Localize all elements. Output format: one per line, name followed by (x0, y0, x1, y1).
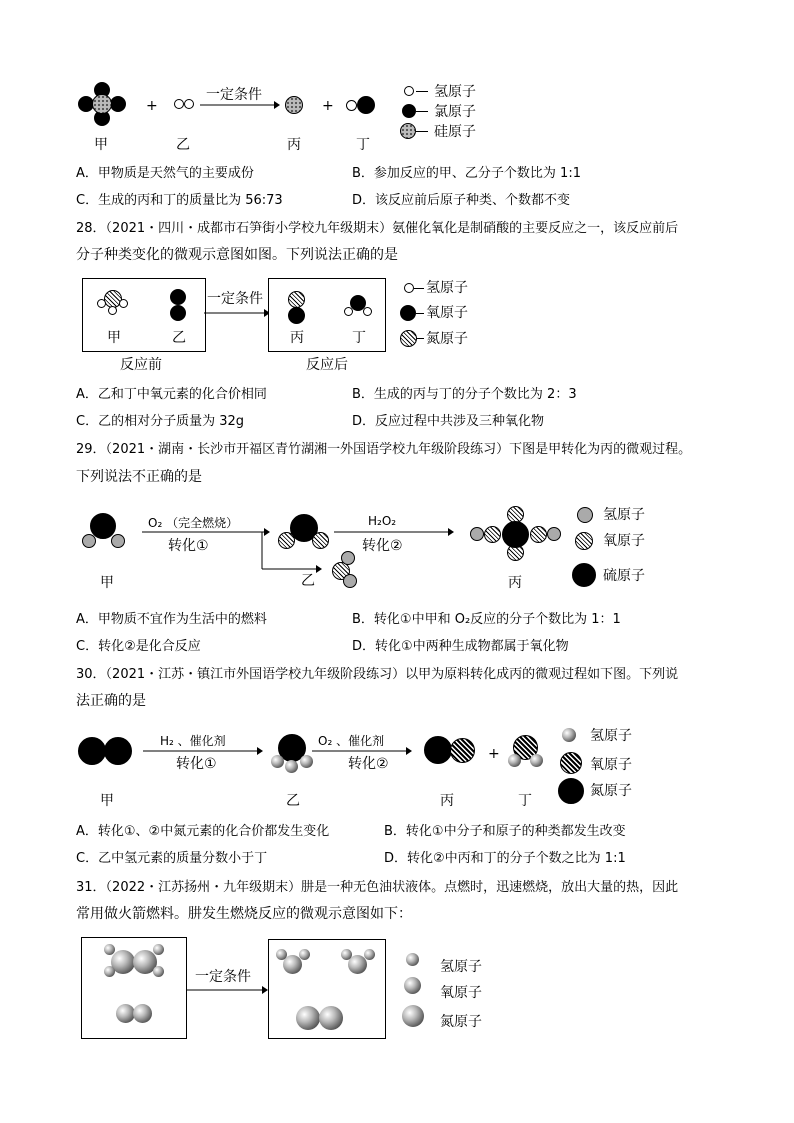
q31-n2-n1 (296, 1006, 320, 1030)
q30-label-bing: 丙 (440, 793, 454, 809)
q31-legend-o-label: 氧原子 (440, 985, 482, 1001)
q29-arrow2 (334, 527, 454, 537)
q28-stem-line1: 28．（2021・四川・成都市石笋街小学校九年级期末）氨催化氧化是制硝酸的主要反应之一，该反应前后 (76, 221, 679, 236)
q28-ding-h2 (363, 307, 372, 316)
q29-bing-o-left (484, 526, 501, 543)
q30-plus: + (488, 746, 500, 762)
q28-condition: 一定条件 (207, 291, 263, 307)
q29-step2-top: H₂O₂ (368, 514, 397, 528)
q28-option-d[interactable]: D．反应过程中共涉及三种氧化物 (352, 414, 545, 429)
q30-step2-top: O₂ 、催化剂 (318, 734, 385, 748)
q31-water2-h1 (341, 949, 352, 960)
q28-legend-n-icon (400, 330, 417, 347)
q29-yi-h1 (341, 551, 355, 565)
q30-jia-n1 (78, 737, 106, 765)
q28-yi-o2 (170, 305, 186, 321)
q31-water2-h2 (364, 949, 375, 960)
q28-legend-h-label: 氢原子 (426, 280, 468, 296)
q30-yi-h2 (285, 760, 298, 773)
q31-legend-h-icon (406, 953, 419, 966)
q27-legend-si-label: 硅原子 (434, 124, 476, 140)
q29-option-d[interactable]: D．转化①中两种生成物都属于氧化物 (352, 639, 569, 654)
q29-stem-line2: 下列说法不正确的是 (76, 469, 202, 485)
q30-legend-n-label: 氮原子 (590, 783, 632, 799)
q28-option-b[interactable]: B．生成的丙与丁的分子个数比为 2：3 (352, 387, 577, 402)
q30-ding-h1 (508, 754, 521, 767)
q27-label-bing: 丙 (287, 137, 301, 153)
q27-legend-h-icon (404, 86, 414, 96)
q31-n2h4-h1 (104, 944, 115, 955)
q29-step1-top: O₂ （完全燃烧） (148, 516, 239, 530)
q30-option-d[interactable]: D．转化②中丙和丁的分子个数之比为 1:1 (384, 851, 626, 866)
q29-step1-bottom: 转化① (168, 538, 209, 554)
q30-option-c[interactable]: C．乙中氢元素的质量分数小于丁 (76, 851, 268, 866)
q31-stem-line1: 31．（2022・江苏扬州・九年级期末）肼是一种无色油状液体。点燃时，迅速燃烧，放出大量的热，因此 (76, 880, 679, 895)
q29-bing-s (502, 521, 529, 548)
q28-jia-h2 (108, 306, 117, 315)
q30-legend-h-icon (562, 728, 576, 742)
q31-n2h4-h4 (153, 966, 164, 977)
q31-stem-line2: 常用做火箭燃料。肼发生燃烧反应的微观示意图如下： (76, 906, 412, 922)
q27-legend-cl-icon (402, 104, 416, 118)
q31-arrow (186, 985, 268, 995)
q28-legend-n-label: 氮原子 (426, 331, 468, 347)
q27-arrow (200, 100, 280, 110)
q28-option-c[interactable]: C．乙的相对分子质量为 32g (76, 414, 245, 429)
q31-water1-h2 (299, 949, 310, 960)
q27-option-b[interactable]: B．参加反应的甲、乙分子个数比为 1:1 (352, 166, 581, 181)
q29-bing-h-right (547, 527, 561, 541)
q28-ding-h1 (344, 307, 353, 316)
q27-plus-1: + (146, 98, 158, 114)
q27-option-c[interactable]: C．生成的丙和丁的质量比为 56:73 (76, 193, 283, 208)
q29-label-jia: 甲 (100, 575, 114, 591)
q29-legend-h-label: 氢原子 (603, 507, 645, 523)
q30-step1-top: H₂ 、催化剂 (160, 734, 226, 748)
q29-jia-h2 (111, 534, 125, 548)
q31-box-before (81, 937, 187, 1039)
q29-jia-h1 (82, 534, 96, 548)
q30-stem-line1: 30．（2021・江苏・镇江市外国语学校九年级阶段练习）以甲为原料转化成丙的微观过程如下图。下列说 (76, 667, 679, 682)
q29-legend-s-label: 硫原子 (603, 568, 645, 584)
q31-n2-n2 (319, 1006, 343, 1030)
q30-stem-line2: 法正确的是 (76, 693, 146, 709)
q29-option-c[interactable]: C．转化②是化合反应 (76, 639, 201, 654)
q30-option-a[interactable]: A．转化①、②中氮元素的化合价都发生变化 (76, 824, 330, 839)
q27-label-jia: 甲 (94, 137, 108, 153)
q28-box-label-after: 反应后 (306, 357, 348, 373)
q27-bing-atom (285, 96, 303, 114)
q29-bing-o-right (530, 526, 547, 543)
q31-n2h4-h3 (153, 944, 164, 955)
q27-label-yi: 乙 (176, 137, 190, 153)
q29-so2-o1 (278, 532, 295, 549)
q30-label-jia: 甲 (100, 793, 114, 809)
q27-label-ding: 丁 (356, 137, 370, 153)
q30-step1-bottom: 转化① (176, 756, 217, 772)
q28-label-yi: 乙 (172, 330, 186, 346)
q31-water1-h1 (276, 949, 287, 960)
q30-bing-o (450, 738, 475, 763)
q27-legend-h-label: 氢原子 (434, 84, 476, 100)
q27-ding-h (346, 100, 357, 111)
q28-legend-o-icon (400, 305, 416, 321)
q30-option-b[interactable]: B．转化①中分子和原子的种类都发生改变 (384, 824, 626, 839)
q28-bing-o (288, 307, 305, 324)
q29-option-b[interactable]: B．转化①中甲和 O₂反应的分子个数比为 1：1 (352, 612, 621, 627)
q30-jia-n2 (104, 737, 132, 765)
q29-stem-line1: 29．（2021・湖南・长沙市开福区青竹湖湘一外国语学校九年级阶段练习）下图是甲转化为丙的微观过程。 (76, 442, 692, 457)
q31-legend-n-icon (402, 1005, 424, 1027)
q29-legend-o-icon (575, 532, 593, 550)
q30-legend-n-icon (558, 778, 584, 804)
q27-option-d[interactable]: D．该反应前后原子种类、个数都不变 (352, 193, 571, 208)
q28-box-before (82, 278, 206, 352)
q27-condition: 一定条件 (206, 87, 262, 103)
q31-o2-o2 (133, 1004, 152, 1023)
q27-ding-cl (357, 96, 375, 114)
q29-yi-h2 (343, 574, 357, 588)
q28-legend-o-label: 氧原子 (426, 305, 468, 321)
q27-jia-atom-center (92, 94, 112, 114)
q29-legend-o-label: 氧原子 (603, 533, 645, 549)
q27-jia-atom-right (110, 96, 126, 112)
q27-yi-atom-1 (174, 99, 184, 109)
q30-legend-h-label: 氢原子 (590, 728, 632, 744)
q30-legend-o-icon (560, 752, 582, 774)
q28-option-a[interactable]: A．乙和丁中氧元素的化合价相同 (76, 387, 267, 402)
q31-legend-o-icon (404, 977, 421, 994)
q29-legend-h-icon (577, 507, 593, 523)
q29-so2-o2 (312, 532, 329, 549)
q31-legend-h-label: 氢原子 (440, 959, 482, 975)
q29-label-bing: 丙 (508, 575, 522, 591)
q28-box-label-before: 反应前 (120, 357, 162, 373)
q29-option-a[interactable]: A．甲物质不宜作为生活中的燃料 (76, 612, 267, 627)
q29-legend-s-icon (572, 563, 596, 587)
q30-yi-h1 (271, 755, 284, 768)
q31-condition: 一定条件 (195, 969, 251, 985)
q28-legend-h-icon (404, 283, 414, 293)
q31-n2h4-h2 (104, 966, 115, 977)
q28-yi-o1 (170, 289, 186, 305)
q28-bing-n (288, 291, 305, 308)
q27-legend-cl-label: 氯原子 (434, 104, 476, 120)
q30-legend-o-label: 氧原子 (590, 757, 632, 773)
q28-label-ding: 丁 (352, 330, 366, 346)
q29-step2-bottom: 转化② (362, 538, 403, 554)
q29-label-yi: 乙 (301, 573, 315, 589)
q30-label-ding: 丁 (518, 793, 532, 809)
q27-plus-2: + (322, 98, 334, 114)
q29-bing-h-left (470, 527, 484, 541)
q31-legend-n-label: 氮原子 (440, 1014, 482, 1030)
q30-yi-h3 (300, 755, 313, 768)
q28-label-bing: 丙 (290, 330, 304, 346)
q27-legend-si-icon (400, 123, 416, 139)
q27-option-a[interactable]: A．甲物质是天然气的主要成份 (76, 166, 254, 181)
q27-yi-atom-2 (184, 99, 194, 109)
q30-ding-h2 (530, 754, 543, 767)
q30-step2-bottom: 转化② (348, 756, 389, 772)
q30-label-yi: 乙 (286, 793, 300, 809)
q28-label-jia: 甲 (107, 330, 121, 346)
q28-jia-h3 (119, 299, 128, 308)
q28-stem-line2: 分子种类变化的微观示意图如图。下列说法正确的是 (76, 247, 398, 263)
q30-bing-n (424, 736, 452, 764)
q28-arrow (204, 308, 270, 318)
q28-jia-h1 (97, 299, 106, 308)
